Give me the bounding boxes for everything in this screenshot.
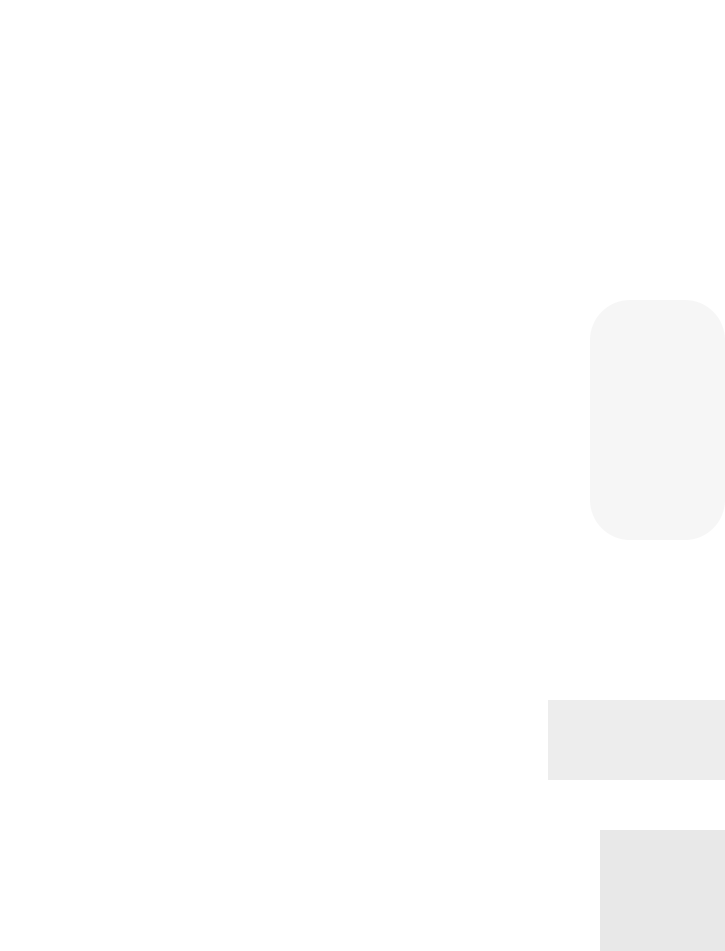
- background-shade: [600, 830, 725, 951]
- background-shade: [548, 700, 725, 780]
- background-watermark: [590, 300, 725, 540]
